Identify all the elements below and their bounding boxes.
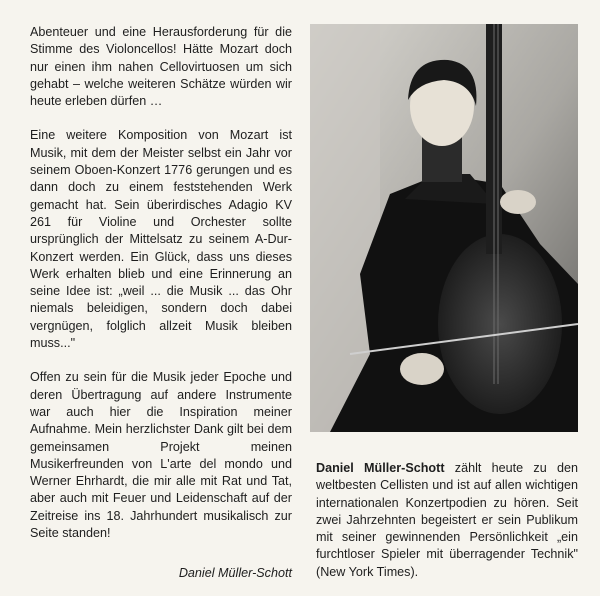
article-column (30, 24, 292, 559)
paragraph-3: Offen zu sein für die Musik jeder Epoche und deren Übertragung auf andere Instrumente war auch hier die Inspiration meiner Aufnahme. Mein herzlichster Dank gilt bei dem gemeinsamen Projekt meinen Musikerfreunden von L'arte del mondo und Werner Ehrhardt, die mir alle mit Rat und Tat, aber auch mit Feuer und Leidenschaft auf der Zeitreise ins 18. Jahrhundert musikalisch zur Seite standen! (30, 370, 292, 541)
paragraph-2: Eine weitere Komposition von Mozart ist Musik, mit dem der Meister selbst ein Jahr vor seinem Oboen-Konzert 1776 gerungen und es dann doch zu einem feststehenden Werk gemacht hat. Sein überirdisches Adagio KV 261 für Violine und Orchester sollte ursprünglich der Mittelsatz zu seinem A-Dur-Konzert werden. Ein Glück, dass uns dieses Werk erhalten blieb und eine Erinnerung an seine Idee ist: „weil ... die Musik ... das Ohr niemals beleidigen, sondern doch dabei vergnügen, folglich allzeit Musik bleiben muss..." (30, 128, 292, 351)
cellist-photo-illustration (310, 24, 578, 432)
cellist-photo (310, 24, 578, 432)
signature: Daniel Müller-Schott (178, 566, 292, 580)
photo-caption (316, 460, 578, 581)
caption-name: Daniel Müller-Schott (316, 461, 445, 475)
paragraph-1: Abenteuer und eine Herausforderung für die Stimme des Violoncellos! Hätte Mozart doch nur einen ihm nahen Cellovirtuosen um sich gehabt – welche weiteren Schätze würden wir heute erleben dürfen … (30, 25, 292, 109)
caption-text: zählt heute zu den weltbesten Cellisten und ist auf allen wichtigen internationalen Konzertpodien zu hören. Seit zwei Jahrzehnten begeistert er sein Publikum mit seiner gewinnenden Persönlichkeit „ein furchtloser Spieler mit überragender Technik" (New York Times). (316, 461, 578, 579)
